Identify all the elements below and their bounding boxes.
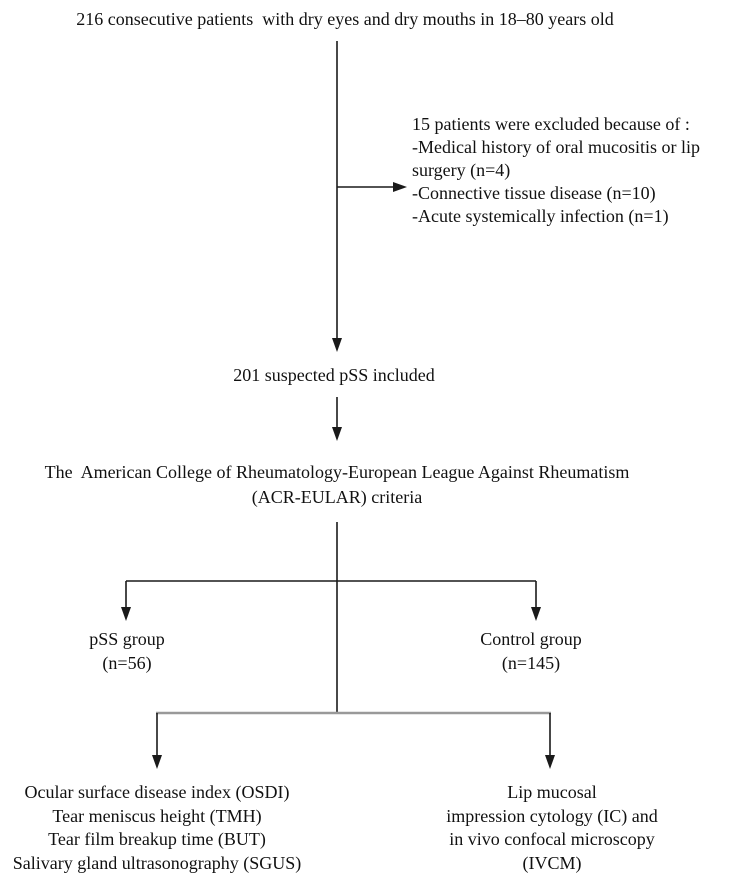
top-node [76,7,613,31]
pss-group-node [89,627,165,675]
left-tests-node [13,781,301,875]
arrowhead-down-to-control-icon [531,607,541,621]
criteria-line: The American College of Rheumatology-European League Against Rheumatism [44,462,630,482]
arrowhead-down-to-left-tests-icon [152,755,162,769]
exclusion-line: -Connective tissue disease (n=10) [412,183,656,203]
exclusion-line: 15 patients were excluded because of : [412,114,690,134]
arrowhead-down-to-criteria-icon [332,427,342,441]
top-node-text: 216 consecutive patients with dry eyes and dry mouths in 18–80 years old [76,9,614,29]
left-tests-line: Ocular surface disease index (OSDI) [24,782,290,802]
arrowhead-down-to-pss-icon [121,607,131,621]
criteria-node [45,460,630,510]
left-tests-line: Tear film breakup time (BUT) [48,829,266,849]
control-group-count: (n=145) [501,653,561,673]
control-group-label: Control group [480,629,582,649]
right-tests-node [446,781,657,875]
control-group-node [480,627,582,675]
exclusion-note [412,113,700,228]
criteria-line: (ACR-EULAR) criteria [251,487,423,507]
pss-group-label: pSS group [89,629,165,649]
arrowhead-right-to-exclusion-icon [393,182,407,192]
exclusion-line: -Acute systemically infection (n=1) [412,206,669,226]
right-tests-line: impression cytology (IC) and [446,805,658,826]
included-node [233,364,434,387]
exclusion-line: -Medical history of oral mucositis or lip [412,137,700,157]
right-tests-line: Lip mucosal [507,782,597,802]
pss-group-count: (n=56) [102,653,152,673]
right-tests-line: (IVCM) [522,852,582,873]
left-tests-line: Salivary gland ultrasonography (SGUS) [12,852,302,873]
right-tests-line: in vivo confocal microscopy [449,829,655,849]
exclusion-line: surgery (n=4) [412,160,511,180]
arrowhead-down-to-included-icon [332,338,342,352]
left-tests-line: Tear meniscus height (TMH) [52,805,262,826]
included-node-text: 201 suspected pSS included [233,365,435,385]
arrowhead-down-to-right-tests-icon [545,755,555,769]
